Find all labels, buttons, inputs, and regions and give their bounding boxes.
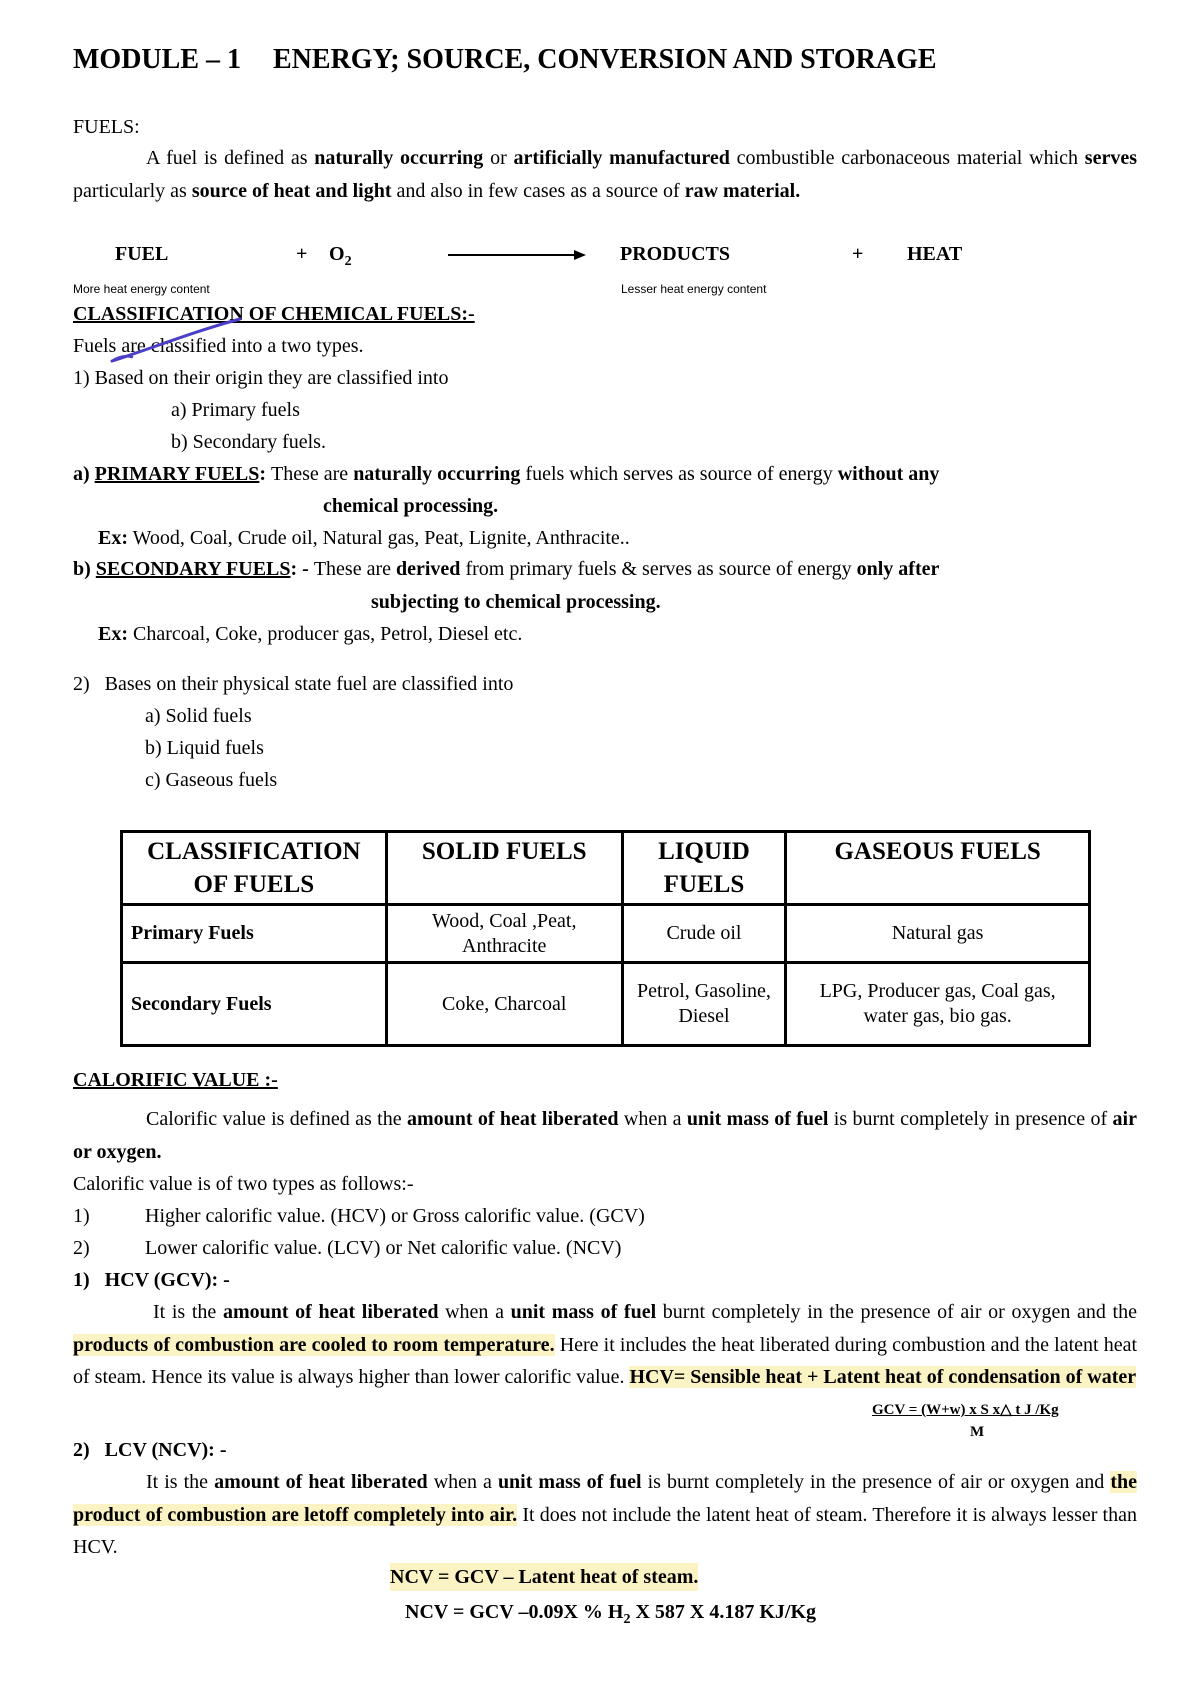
physical-state-intro: 2) Bases on their physical state fuel are classified into [73, 673, 514, 695]
primary-fuels-definition: a) PRIMARY FUELS: These are naturally occurring fuels which serves as source of energy without any [73, 463, 940, 485]
table-header-cell: GASEOUS FUELS [786, 832, 1090, 905]
fuel-definition: A fuel is defined as naturally occurring or artificially manufactured combustible carbonaceous material which serves particularly as source of heat and light and also in few cases as a source of raw material. [73, 147, 1137, 202]
ncv-equation: NCV = GCV – Latent heat of steam. [390, 1563, 698, 1591]
pen-annotation-icon [110, 315, 245, 367]
lcv-heading: 2) LCV (NCV): - [73, 1439, 227, 1461]
type-2-text: Lower calorific value. (LCV) or Net calorific value. (NCV) [145, 1237, 622, 1259]
calorific-value-heading: CALORIFIC VALUE :- [73, 1069, 278, 1091]
note-lesser-heat: Lesser heat energy content [621, 282, 767, 296]
gcv-formula [872, 1402, 1059, 1440]
fuel-classification-table [120, 830, 1091, 1047]
equation-oxygen: $O_2$ [329, 243, 352, 269]
table-cell: Crude oil [622, 905, 786, 963]
hcv-definition: It is the amount of heat liberated when a unit mass of fuel burnt completely in the presence of air or oxygen and the products of combustion are cooled to room temperature. Here it includes the heat liberated during combustion and the latent heat of steam. Hence its value is always higher than lower calorific value. HCV= Sensible heat + Latent heat of condensation of water [73, 1301, 1138, 1388]
table-cell: Natural gas [786, 905, 1090, 963]
table-cell: LPG, Producer gas, Coal gas, water gas, bio gas. [786, 963, 1090, 1046]
table-header-row [122, 832, 1090, 905]
physical-gaseous: c) Gaseous fuels [145, 769, 278, 791]
table-header-cell: SOLID FUELS [386, 832, 622, 905]
ncv-formula: NCV = GCV –0.09X % $H_2$ X 587 X 4.187 KJ/Kg [405, 1601, 817, 1627]
physical-solid: a) Solid fuels [145, 705, 252, 727]
fuels-heading: FUELS: [73, 116, 140, 138]
equation-plus-2: + [852, 243, 864, 265]
table-header-cell: CLASSIFICATION OF FUELS [122, 832, 387, 905]
primary-fuels-definition-cont: chemical processing. [323, 495, 499, 517]
type-1-text: Higher calorific value. (HCV) or Gross calorific value. (GCV) [145, 1205, 645, 1227]
origin-primary: a) Primary fuels [171, 399, 300, 421]
table-row [122, 905, 1090, 963]
calorific-types-intro: Calorific value is of two types as follows:- [73, 1173, 414, 1195]
secondary-fuels-definition-cont: subjecting to chemical processing. [371, 591, 661, 613]
secondary-fuels-examples: Ex: Charcoal, Coke, producer gas, Petrol, Diesel etc. [98, 623, 523, 645]
origin-secondary: b) Secondary fuels. [171, 431, 326, 453]
lcv-definition: It is the amount of heat liberated when a unit mass of fuel is burnt completely in the presence of air or oxygen and the product of combustion are letoff completely into air. It does not include the latent heat of steam. Therefore it is always lesser than HCV. [73, 1471, 1137, 1558]
type-1-number: 1) [73, 1205, 90, 1227]
secondary-fuels-definition: b) SECONDARY FUELS: - These are derived from primary fuels & serves as source of energy only after [73, 558, 940, 580]
type-2-number: 2) [73, 1237, 90, 1259]
physical-liquid: b) Liquid fuels [145, 737, 264, 759]
note-more-heat: More heat energy content [73, 282, 210, 296]
origin-intro: 1) Based on their origin they are classified into [73, 367, 449, 389]
page-title: MODULE – 1 ENERGY; SOURCE, CONVERSION AND STORAGE [73, 44, 937, 75]
table-row [122, 963, 1090, 1046]
gcv-formula-numerator: GCV = (W+w) x S x△ t J /Kg [872, 1402, 1059, 1418]
primary-fuels-examples: Ex: Wood, Coal, Crude oil, Natural gas, Peat, Lignite, Anthracite.. [98, 527, 630, 549]
table-cell: Petrol, Gasoline, Diesel [622, 963, 786, 1046]
calorific-value-definition: Calorific value is defined as the amount of heat liberated when a unit mass of fuel is burnt completely in presence of air or oxygen. [73, 1108, 1137, 1163]
reaction-arrow-icon [448, 247, 588, 263]
table-header-cell: LIQUID FUELS [622, 832, 786, 905]
hcv-heading: 1) HCV (GCV): - [73, 1269, 230, 1291]
equation-heat: HEAT [907, 243, 963, 265]
equation-fuel: FUEL [115, 243, 169, 265]
classification-heading: CLASSIFICATION OF CHEMICAL FUELS:- [73, 303, 475, 325]
table-row-label: Secondary Fuels [122, 963, 387, 1046]
table-cell: Coke, Charcoal [386, 963, 622, 1046]
table-row-label: Primary Fuels [122, 905, 387, 963]
gcv-formula-denominator: M [970, 1424, 985, 1440]
classification-intro: Fuels are classified into a two types. [73, 335, 364, 357]
table-cell: Wood, Coal ,Peat, Anthracite [386, 905, 622, 963]
equation-products: PRODUCTS [620, 243, 731, 265]
equation-plus: + [296, 243, 308, 265]
